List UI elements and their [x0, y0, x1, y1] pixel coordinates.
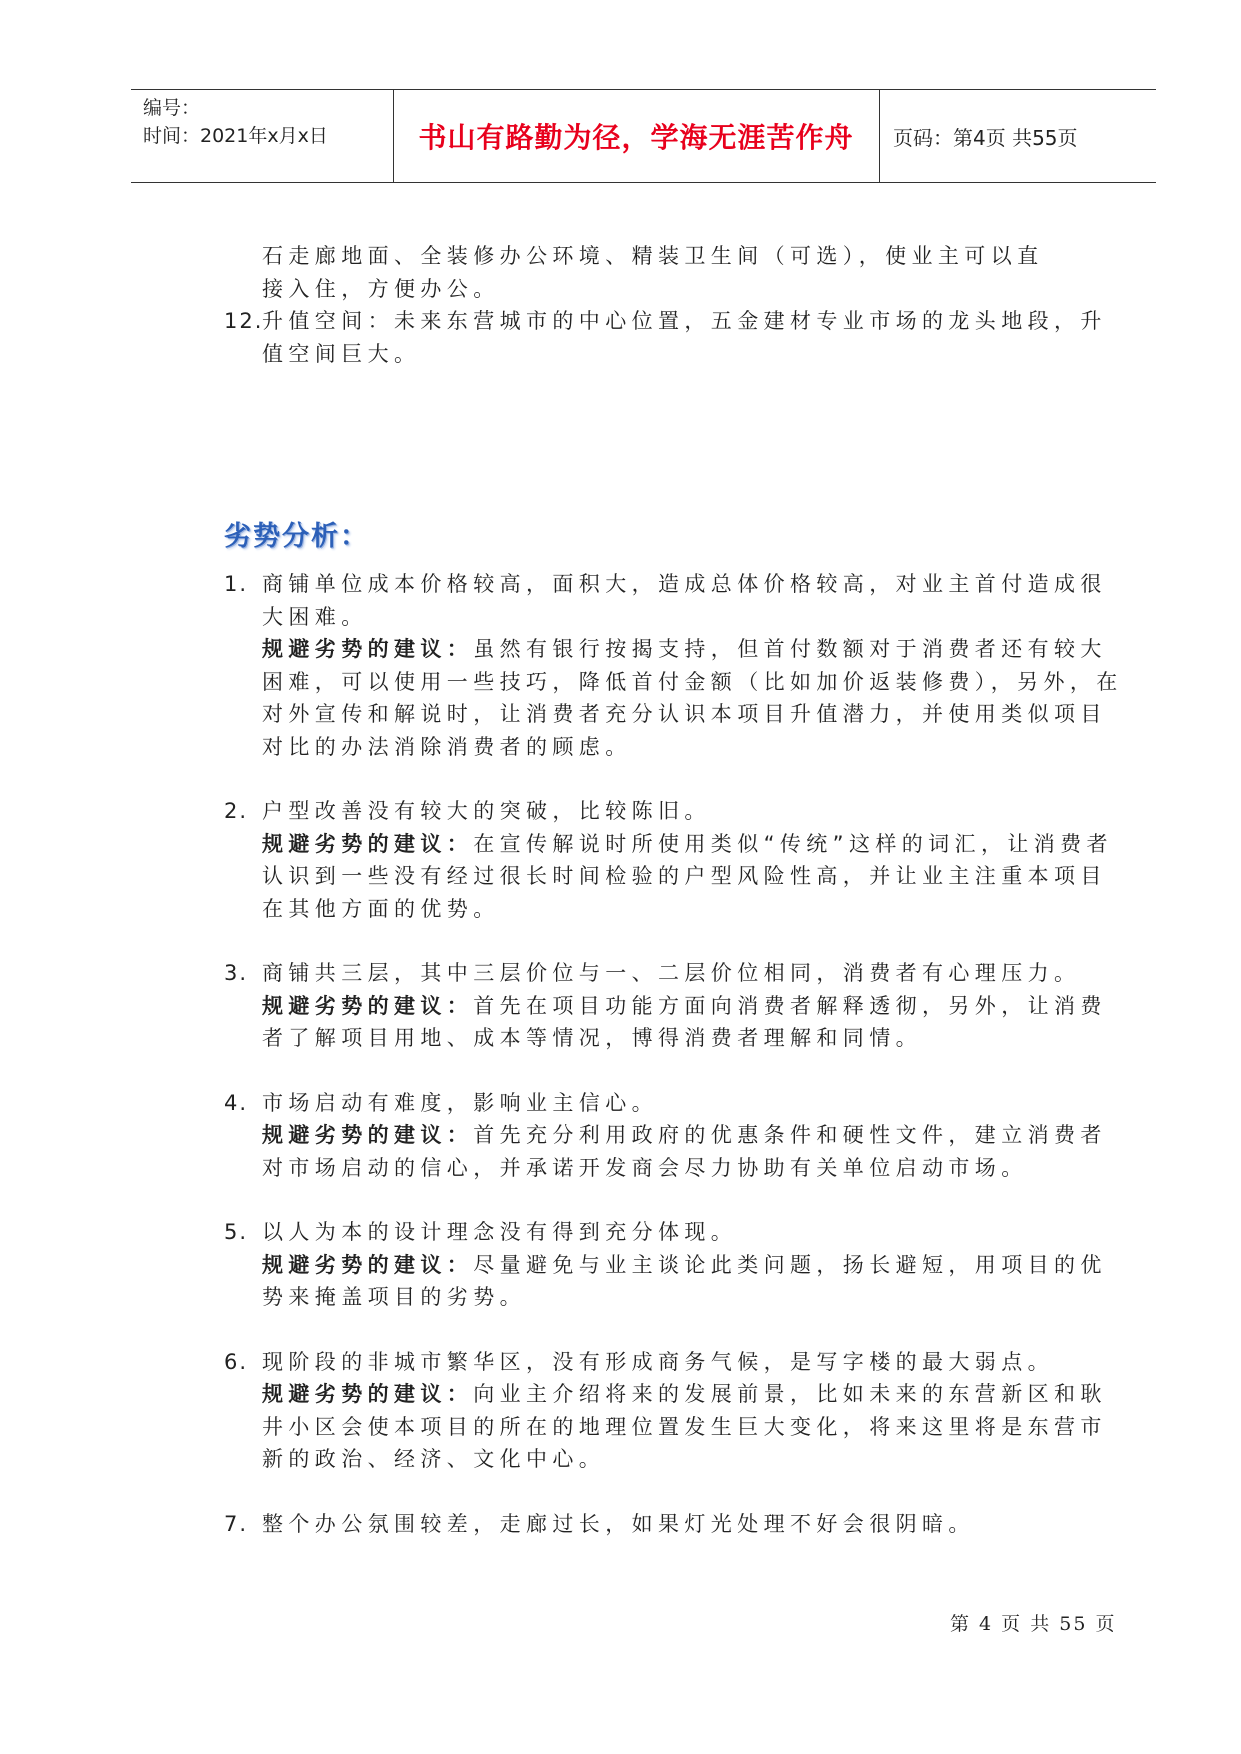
list-item: [224, 1087, 1124, 1185]
item-text: 商铺单位成本价格较高，面积大，造成总体价格较高，对业主首付造成很大困难。: [262, 572, 1107, 629]
intro-line: [224, 273, 1124, 306]
intro-block: [224, 240, 1124, 370]
item-main: [224, 1087, 1124, 1120]
advice-label: 规避劣势的建议：: [262, 1123, 474, 1147]
list-item: [224, 795, 1124, 925]
advice-label: 规避劣势的建议：: [262, 993, 474, 1018]
item-advice: [224, 828, 1124, 926]
item-advice: [224, 1119, 1124, 1184]
item-number: 3.: [224, 961, 249, 985]
item-main: [224, 957, 1124, 990]
intro-text-2: 接入住，方便办公。: [262, 276, 500, 301]
item-text: 户型改善没有较大的突破，比较陈旧。: [262, 799, 711, 823]
header-number: 编号：: [143, 97, 201, 119]
item-number: 6.: [224, 1349, 249, 1374]
item-number: 5.: [224, 1220, 249, 1244]
header-meta: [143, 94, 328, 150]
advice-label: 规避劣势的建议：: [262, 1382, 474, 1406]
item-text: 商铺共三层，其中三层价位与一、二层价位相同，消费者有心理压力。: [262, 961, 1081, 985]
intro-line: [224, 240, 1124, 273]
advice-text: 尽量避免与业主谈论此类问题，扬长避短，用项目的优势来掩盖项目的劣势。: [262, 1252, 1107, 1309]
header-page-number: 页码：第4页 共55页: [893, 125, 1078, 150]
item-advice: [224, 1378, 1124, 1476]
header-divider: [879, 90, 880, 182]
list-item: [224, 1508, 1124, 1541]
advice-text: 首先在项目功能方面向消费者解释透彻，另外，让消费者了解项目用地、成本等情况，博得消费者理解和同情。: [262, 993, 1107, 1050]
intro-text-1: 石走廊地面、全装修办公环境、精装卫生间（可选），使业主可以直: [262, 244, 1044, 268]
item-main: [224, 795, 1124, 828]
page-header: [131, 89, 1156, 183]
item-number: 7.: [224, 1511, 249, 1536]
item-text: 升值空间：未来东营城市的中心位置，五金建材专业市场的龙头地段，升值空间巨大。: [262, 309, 1107, 366]
advice-text: 虽然有银行按揭支持，但首付数额对于消费者还有较大困难，可以使用一些技巧，降低首付金额（比如加价返装修费），另外，在对外宣传和解说时，让消费者充分认识本项目升值潜力，并使用类似项目对比的办法消除消费者的顾虑。: [262, 637, 1123, 759]
item-main: [224, 1508, 1124, 1541]
item-main: [224, 1216, 1124, 1249]
item-number: 2.: [224, 799, 249, 823]
list-item: [224, 957, 1124, 1055]
item-text: 以人为本的设计理念没有得到充分体现。: [262, 1220, 738, 1244]
item-text: 整个办公氛围较差，走廊过长，如果灯光处理不好会很阴暗。: [262, 1511, 975, 1536]
section-title: 劣势分析：: [224, 521, 369, 552]
list-item-12: [224, 305, 1124, 370]
advice-text: 首先充分利用政府的优惠条件和硬性文件，建立消费者对市场启动的信心，并承诺开发商会尽力协助有关单位启动市场。: [262, 1123, 1107, 1180]
item-advice: [224, 1249, 1124, 1314]
advice-label: 规避劣势的建议：: [262, 637, 474, 661]
page-footer: 第 4 页 共 55 页: [950, 1613, 1117, 1635]
list-item: [224, 1346, 1124, 1476]
list-item: [224, 568, 1124, 763]
header-time: 时间：2021年x月x日: [143, 125, 328, 147]
header-motto: 书山有路勤为径，学海无涯苦作舟: [418, 121, 854, 154]
item-number: 12.: [224, 309, 264, 333]
advice-text: 向业主介绍将来的发展前景，比如未来的东营新区和耿井小区会使本项目的所在的地理位置发生巨大变化，将来这里将是东营市新的政治、经济、文化中心。: [262, 1382, 1107, 1471]
item-advice: [224, 990, 1124, 1055]
advice-text: 在宣传解说时所使用类似“传统”这样的词汇，让消费者认识到一些没有经过很长时间检验的户型风险性高，并让业主注重本项目在其他方面的优势。: [262, 831, 1113, 921]
list-item: [224, 1216, 1124, 1314]
item-text: 现阶段的非城市繁华区，没有形成商务气候，是写字楼的最大弱点。: [262, 1349, 1054, 1374]
item-advice: [224, 633, 1124, 763]
item-main: [224, 1346, 1124, 1379]
item-text: 市场启动有难度，影响业主信心。: [262, 1090, 658, 1115]
advice-label: 规避劣势的建议：: [262, 1252, 474, 1277]
weakness-list: [224, 568, 1124, 1540]
item-number: 1.: [224, 572, 249, 596]
item-main: [224, 568, 1124, 633]
item-number: 4.: [224, 1090, 249, 1115]
advice-label: 规避劣势的建议：: [262, 831, 474, 856]
